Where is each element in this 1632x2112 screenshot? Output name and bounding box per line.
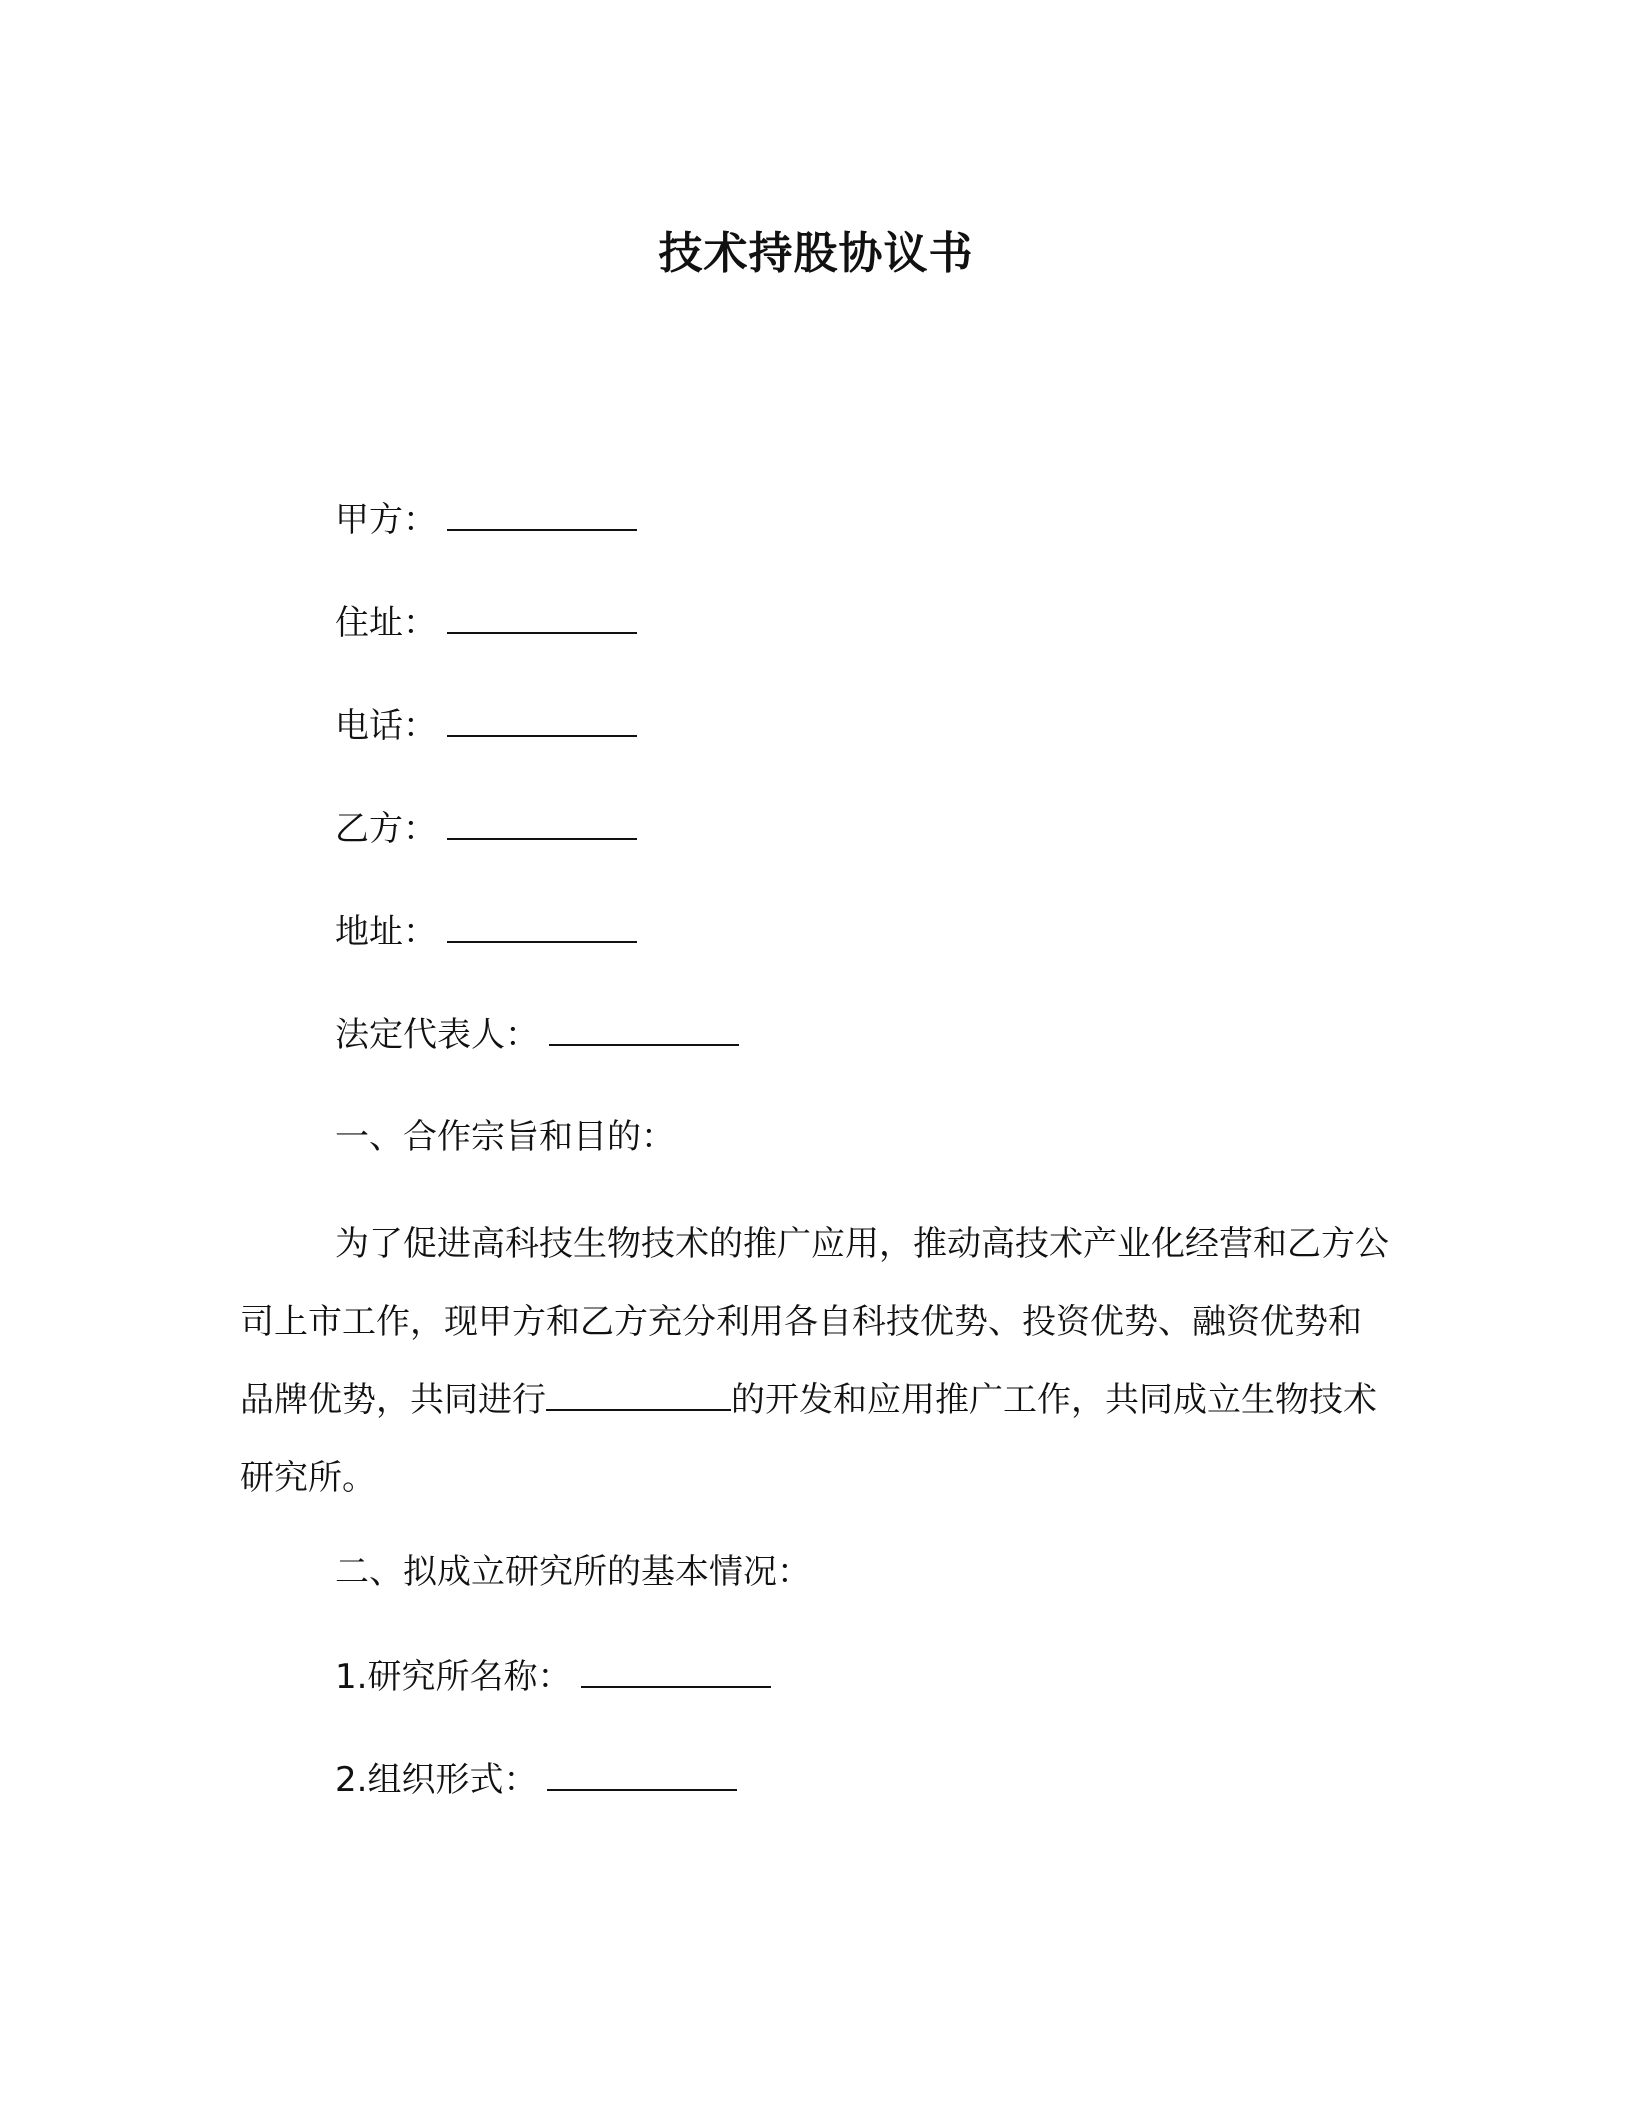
section-1-heading: 一、合作宗旨和目的： (335, 1117, 675, 1157)
party-a-address-label: 住址： (335, 603, 437, 643)
section-1-paragraph (240, 1205, 1390, 1517)
party-a-phone-blank[interactable] (447, 701, 637, 737)
project-name-blank[interactable] (546, 1375, 731, 1411)
party-b-address-label: 地址： (335, 912, 437, 952)
institute-name-label: 1.研究所名称： (335, 1657, 572, 1697)
party-b-blank[interactable] (447, 804, 637, 840)
organization-form-label: 2.组织形式： (335, 1760, 538, 1800)
section-2-heading: 二、拟成立研究所的基本情况： (335, 1552, 811, 1592)
party-a-address-field (335, 598, 637, 647)
institute-name-blank[interactable] (581, 1652, 771, 1688)
party-a-field (335, 495, 637, 544)
party-b-field (335, 804, 637, 853)
section-1-text-after: 的开发和应用推广工作，共同成立生物技术研究所。 (240, 1380, 1377, 1498)
organization-form-field (335, 1755, 737, 1804)
legal-representative-field (335, 1010, 739, 1059)
legal-representative-label: 法定代表人： (335, 1015, 539, 1055)
party-a-phone-field (335, 701, 637, 750)
organization-form-blank[interactable] (547, 1755, 737, 1791)
party-b-address-field (335, 907, 637, 956)
party-a-label: 甲方： (335, 500, 437, 540)
institute-name-field (335, 1652, 771, 1701)
party-b-label: 乙方： (335, 809, 437, 849)
party-b-address-blank[interactable] (447, 907, 637, 943)
document-title: 技术持股协议书 (658, 228, 974, 279)
party-a-address-blank[interactable] (447, 598, 637, 634)
section-1-text-before: 为了促进高科技生物技术的推广应用，推动高技术产业化经营和乙方公司上市工作，现甲方和乙方充分利用各自科技优势、投资优势、融资优势和品牌优势，共同进行 (240, 1224, 1389, 1420)
party-a-blank[interactable] (447, 495, 637, 531)
party-a-phone-label: 电话： (335, 706, 437, 746)
legal-representative-blank[interactable] (549, 1010, 739, 1046)
